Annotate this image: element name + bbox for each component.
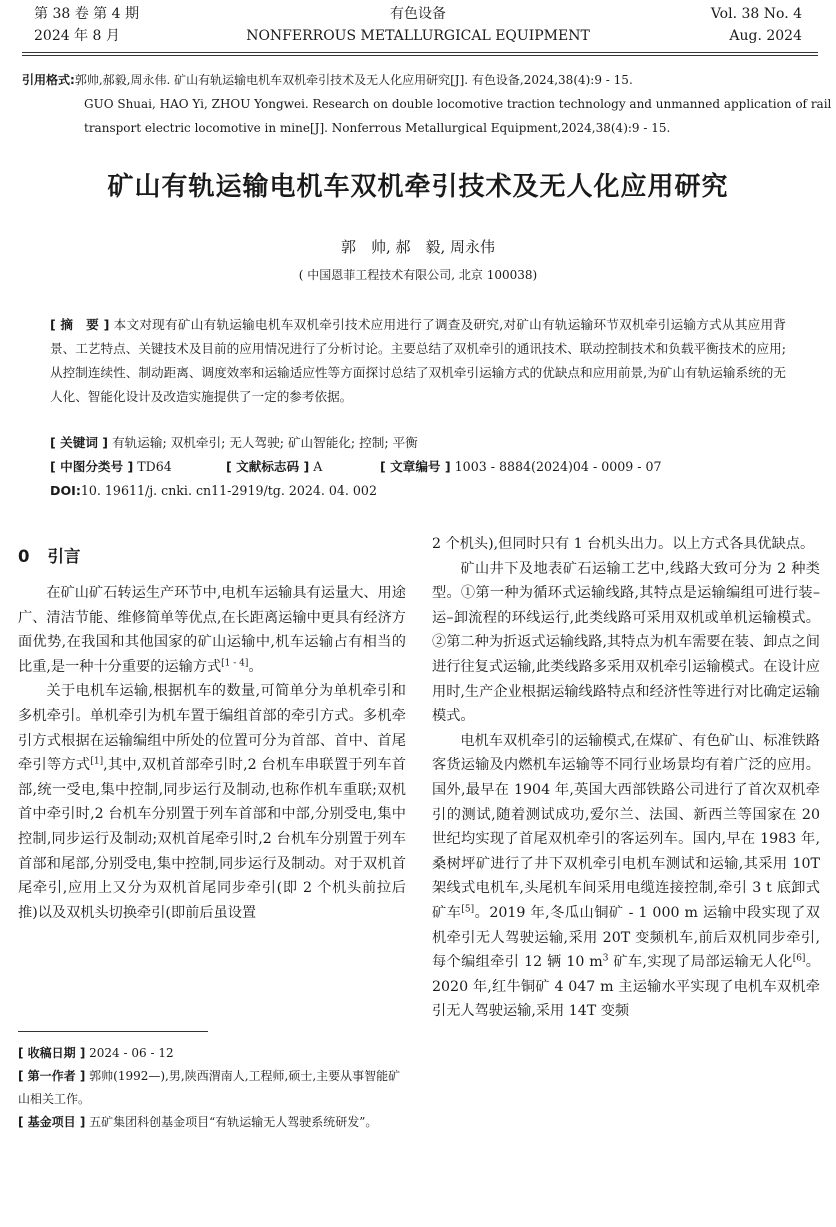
keywords: [50, 432, 418, 454]
volume-number-en: Vol. 38 No. 4: [710, 6, 802, 22]
abstract-label: [ 摘 要 ]: [50, 317, 110, 332]
fund-label: [ 基金项目 ]: [18, 1115, 86, 1129]
right-p2-text-b: 。2019 年,冬瓜山铜矿 - 1 000 m 运输中段实现了双机牵引无人驾驶运输,采用 20T 变频机车,前后双机同步牵引,每个编组牵引 12 辆 10 m: [432, 904, 820, 971]
journal-name-en: NONFERROUS METALLURGICAL EQUIPMENT: [246, 28, 590, 44]
section-heading: [18, 543, 80, 567]
article-title: 矿山有轨运输电机车双机牵引技术及无人化应用研究: [107, 172, 729, 202]
header-rule-bottom: [22, 55, 818, 56]
citation-ref: [5]: [461, 904, 475, 915]
article-number-label: [ 文章编号 ]: [380, 459, 451, 474]
intro-paragraph-2: [18, 679, 406, 925]
citation-block: [22, 68, 832, 140]
citation-ref: [6]: [792, 953, 806, 964]
cubic-superscript: 3: [602, 953, 609, 964]
article-number-value: 1003 - 8884(2024)04 - 0009 - 07: [454, 459, 662, 474]
section-number: 0: [18, 547, 30, 566]
right-paragraph-1: 矿山井下及地表矿石运输工艺中,线路大致可分为 2 种类型。①第一种为循环式运输线路,其特点是运输编组可进行装–运–卸流程的环线运行,此类线路可采用双机或单机运输模式。②第二种为折返式运输线路,其特点为机车需要在装、卸点之间进行往复式运输,此类线路多采用双机牵引运输模式。在设计应用时,生产企业根据运输线路特点和经济性等进行对比确定运输模式。: [432, 560, 820, 725]
footnote-rule: [18, 1031, 208, 1032]
author-affiliation: ( 中国恩菲工程技术有限公司, 北京 100038): [298, 268, 538, 282]
doi-label: DOI:: [50, 483, 81, 498]
intro-paragraph-1: [18, 581, 406, 679]
right-column: [432, 532, 820, 1024]
footnote-first-author: [18, 1065, 406, 1111]
section-title: 引言: [47, 547, 81, 566]
citation-ref: [1]: [90, 756, 104, 767]
doi-value: 10. 19611/j. cnki. cn11-2919/tg. 2024. 04. 002: [80, 483, 377, 498]
doi: [50, 480, 377, 502]
left-column: [18, 581, 406, 925]
footnote-fund: [18, 1111, 406, 1134]
received-label: [ 收稿日期 ]: [18, 1046, 86, 1060]
keywords-label: [ 关键词 ]: [50, 435, 109, 450]
intro-p1-text: 在矿山矿石转运生产环节中,电机车运输具有运量大、用途广、清洁节能、维修简单等优点,在长距离运输中更具有经济方面优势,在我国和其他国家的矿山运输中,机车运输占有相当的比重,是一种十分重要的运输方式: [18, 585, 406, 675]
date-en: Aug. 2024: [729, 28, 802, 44]
intro-p2-text-a: 关于电机车运输,根据机车的数量,可简单分为单机牵引和多机牵引。单机牵引为机车置于编组首部的牵引方式。多机牵引方式根据在运输编组中所处的位置可分为首部、首中、首尾牵引等方式: [18, 683, 406, 774]
clc-number: [50, 456, 172, 478]
citation-ref: [1 - 4]: [221, 658, 249, 669]
intro-p1-end: 。: [248, 658, 263, 675]
right-p2-text-c: 矿车,实现了局部运输无人化: [608, 954, 793, 971]
journal-name-zh: 有色设备: [390, 6, 446, 22]
intro-p2-text-b: ,其中,双机首部牵引时,2 台机车串联置于列车首部,统一受电,集中控制,同步运行及制动,也称作机车重联;双机首中牵引时,2 台机车分别置于列车首部和中部,分别受电,集中控制,同步运行及制动;双机首尾牵引时,2 台机车分别置于列车首部和尾部,分别受电,集中控制,同步运行及制动。对于双机首尾牵引,应用上又分为双机首尾同步牵引(即 2 个机头前拉后推)以及双机头切换牵引(即前后虽设置: [18, 757, 406, 921]
article-number: [380, 456, 662, 478]
citation-en-line1: GUO Shuai, HAO Yi, ZHOU Yongwei. Research on double locomotive traction technology and unmanned application of rail: [84, 97, 832, 111]
doc-code: [226, 456, 322, 478]
abstract-text: 本文对现有矿山有轨运输电机车双机牵引技术应用进行了调查及研究,对矿山有轨运输环节双机牵引运输方式从其应用背景、工艺特点、关键技术及目前的应用情况进行了分析讨论。主要总结了双机牵引的通讯技术、联动控制技术和负载平衡技术的应用;从控制连续性、制动距离、调度效率和运输适应性等方面探讨总结了双机牵引运输方式的优缺点和应用前景,为矿山有轨运输系统的无人化、智能化设计及改造实施提供了一定的参考依据。: [50, 317, 786, 404]
right-p2-text-a: 电机车双机牵引的运输模式,在煤矿、有色矿山、标准铁路客货运输及内燃机车运输等不同行业场景均有着广泛的应用。国外,最早在 1904 年,英国大西部铁路公司进行了首次双机牵引的测试,随着测试成功,爱尔兰、法国、新西兰等国家在 20 世纪均实现了首尾双机牵引的客运列车。国内,早在 1983 年,桑树坪矿进行了井下双机牵引电机车测试和运输,其采用 10T 架线式电机车,头尾机车间采用电缆连接控制,牵引 3 t 底卸式矿车: [432, 732, 820, 921]
right-paragraph-2: [432, 729, 820, 1024]
citation-zh: 郭帅,郝毅,周永伟. 矿山有轨运输电机车双机牵引技术及无人化应用研究[J]. 有色设备,2024,38(4):9 - 15.: [74, 73, 633, 87]
doc-code-label: [ 文献标志码 ]: [226, 459, 310, 474]
keywords-text: 有轨运输; 双机牵引; 无人驾驶; 矿山智能化; 控制; 平衡: [112, 435, 418, 450]
citation-en-line2: transport electric locomotive in mine[J]. Nonferrous Metallurgical Equipment,2024,38(4):9 - 15.: [84, 121, 671, 135]
clc-value: TD64: [137, 459, 172, 474]
footnote-received: [18, 1042, 406, 1065]
fund-value: 五矿集团科创基金项目“有轨运输无人驾驶系统研发”。: [89, 1115, 378, 1129]
abstract: [50, 313, 786, 409]
footnotes: [18, 1042, 406, 1134]
journal-volume-issue: 第 38 卷 第 4 期: [34, 6, 139, 22]
citation-label: 引用格式:: [22, 73, 75, 87]
header-rule-top: [22, 52, 818, 53]
first-author-value: 郭帅(1992—),男,陕西渭南人,工程师,硕士,主要从事智能矿山相关工作。: [18, 1069, 401, 1106]
first-author-label: [ 第一作者 ]: [18, 1069, 86, 1083]
right-paragraph-0: 2 个机头),但同时只有 1 台机头出力。以上方式各具优缺点。: [432, 536, 815, 552]
right-p2-text-d: 。2020 年,红牛铜矿 4 047 m 主运输水平实现了电机车双机牵引无人驾驶运输,采用 14T 变频: [432, 954, 820, 1020]
author-list: 郭 帅, 郝 毅, 周永伟: [340, 238, 496, 256]
received-value: 2024 - 06 - 12: [89, 1046, 174, 1060]
doc-code-value: A: [313, 459, 323, 474]
clc-label: [ 中图分类号 ]: [50, 459, 134, 474]
journal-date: 2024 年 8 月: [34, 28, 120, 44]
